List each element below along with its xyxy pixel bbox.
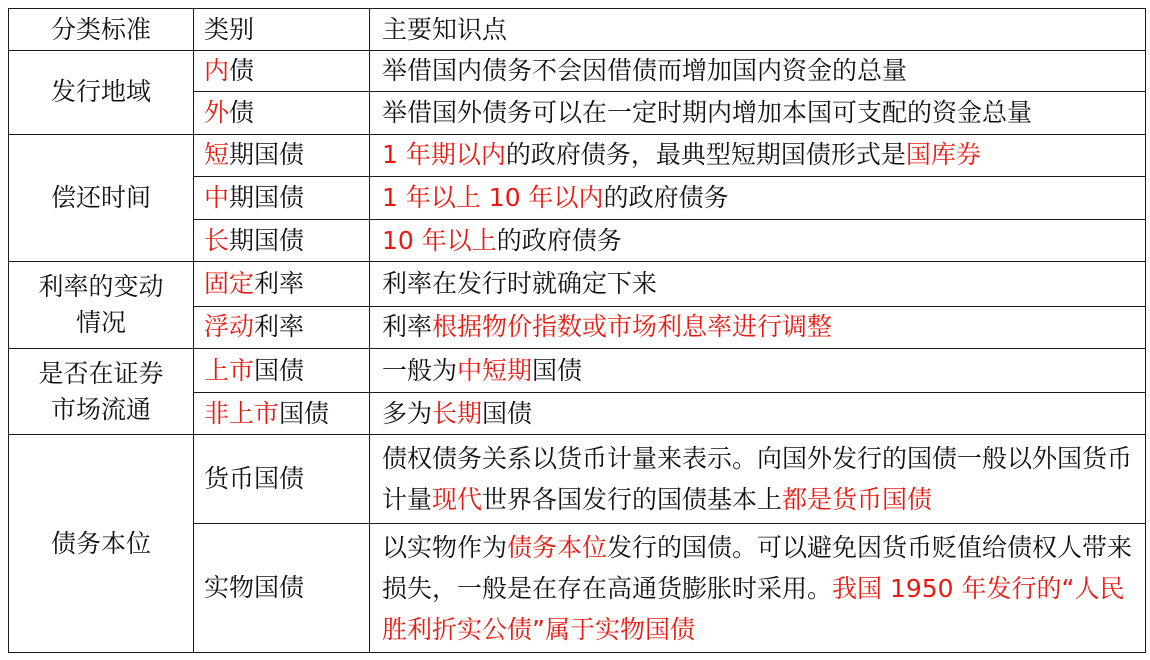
highlight-text: 根据物价指数或市场利息率进行调整 [432,312,833,342]
text-run: 国债 [254,355,305,385]
highlight-text: 1 年以上 10 年以内 [382,183,604,213]
text-run: 的政府债务 [496,225,622,255]
highlight-text: 外 [204,98,230,128]
category-cell [194,134,370,176]
header-category: 类别 [194,9,370,51]
table-row [9,435,1146,524]
text-run: 债权债务关系以货币计量来表示。向国外发行的国债一般以外国货币计量 [382,444,1133,515]
category-cell [194,176,370,219]
highlight-text: 固定 [204,269,255,299]
points-cell [370,51,1146,92]
highlight-text: 国库券 [905,140,981,170]
category-cell [194,262,370,306]
points-cell [370,524,1146,653]
highlight-text: 10 年以上 [382,225,497,255]
text-run: 实物国债 [204,573,305,603]
highlight-text: 中短期 [457,355,533,385]
highlight-text: 债务本位 [507,532,608,562]
points-cell [370,220,1146,262]
highlight-text: 短 [204,140,230,170]
table-row [9,51,1146,92]
text-run: 国债 [482,398,533,428]
text-run: 世界各国发行的国债基本上 [482,485,783,515]
text-run: 利率 [254,269,305,299]
category-cell [194,348,370,392]
points-cell [370,348,1146,392]
text-run: 一般为 [382,355,458,385]
category-cell [194,220,370,262]
highlight-text: 非上市 [204,398,280,428]
text-run: 债 [229,56,255,86]
header-points: 主要知识点 [370,9,1146,51]
points-cell [370,134,1146,176]
group-standard-region: 发行地域 [9,51,194,134]
highlight-text: 上市 [204,355,255,385]
standard-line: 情况 [75,308,126,338]
highlight-text: 1 年期以内 [382,140,506,170]
standard-line: 市场流通 [50,394,151,424]
highlight-text: 现代 [432,485,483,515]
text-run: 债 [229,98,255,128]
text-run: 货币国债 [204,464,305,494]
text-run: 利率 [382,312,433,342]
highlight-text: 中 [204,183,230,213]
points-cell [370,176,1146,219]
text-run: 的政府债务，最典型短期国债形式是 [505,140,906,170]
text-run: 发行的国债。可以避免因货币贬值给债权人带来损失，一般是在存在高通货膨胀时采用。 [382,532,1133,603]
category-cell [194,524,370,653]
category-cell [194,92,370,134]
text-run: 举借国内债务不会因借债而增加国内资金的总量 [382,56,908,86]
bond-classification-table [8,8,1146,653]
table-row [9,262,1146,306]
table-row [9,134,1146,176]
highlight-text: 都是货币国债 [782,485,933,515]
category-cell [194,306,370,348]
group-standard-term: 偿还时间 [9,134,194,262]
text-run: 多为 [382,398,433,428]
highlight-text: 长 [204,225,230,255]
highlight-text: 长期 [432,398,483,428]
text-run: 期国债 [229,140,305,170]
highlight-text: 内 [204,56,230,86]
group-standard-basis: 债务本位 [9,435,194,653]
text-run: 利率 [254,312,305,342]
points-cell [370,92,1146,134]
category-cell [194,393,370,435]
text-run: 的政府债务 [603,183,729,213]
points-cell [370,393,1146,435]
group-standard-market [9,348,194,435]
highlight-text: 浮动 [204,312,255,342]
points-cell [370,306,1146,348]
standard-line: 是否在证券 [38,358,164,388]
text-run: 利率在发行时就确定下来 [382,269,658,299]
text-run: 期国债 [229,225,305,255]
text-run: 以实物作为 [382,532,508,562]
text-run: 国债 [532,355,583,385]
standard-line: 利率的变动 [38,272,164,302]
group-standard-interest [9,262,194,349]
header-standard: 分类标准 [9,9,194,51]
category-cell [194,435,370,524]
text-run: 举借国外债务可以在一定时期内增加本国可支配的资金总量 [382,98,1033,128]
table-row [9,348,1146,392]
table-header-row [9,9,1146,51]
highlight-text: 我国 1950 年发行的“人民胜利折实公债”属于实物国债 [382,573,1125,644]
points-cell [370,262,1146,306]
points-cell [370,435,1146,524]
text-run: 期国债 [229,183,305,213]
text-run: 国债 [279,398,330,428]
category-cell [194,51,370,92]
